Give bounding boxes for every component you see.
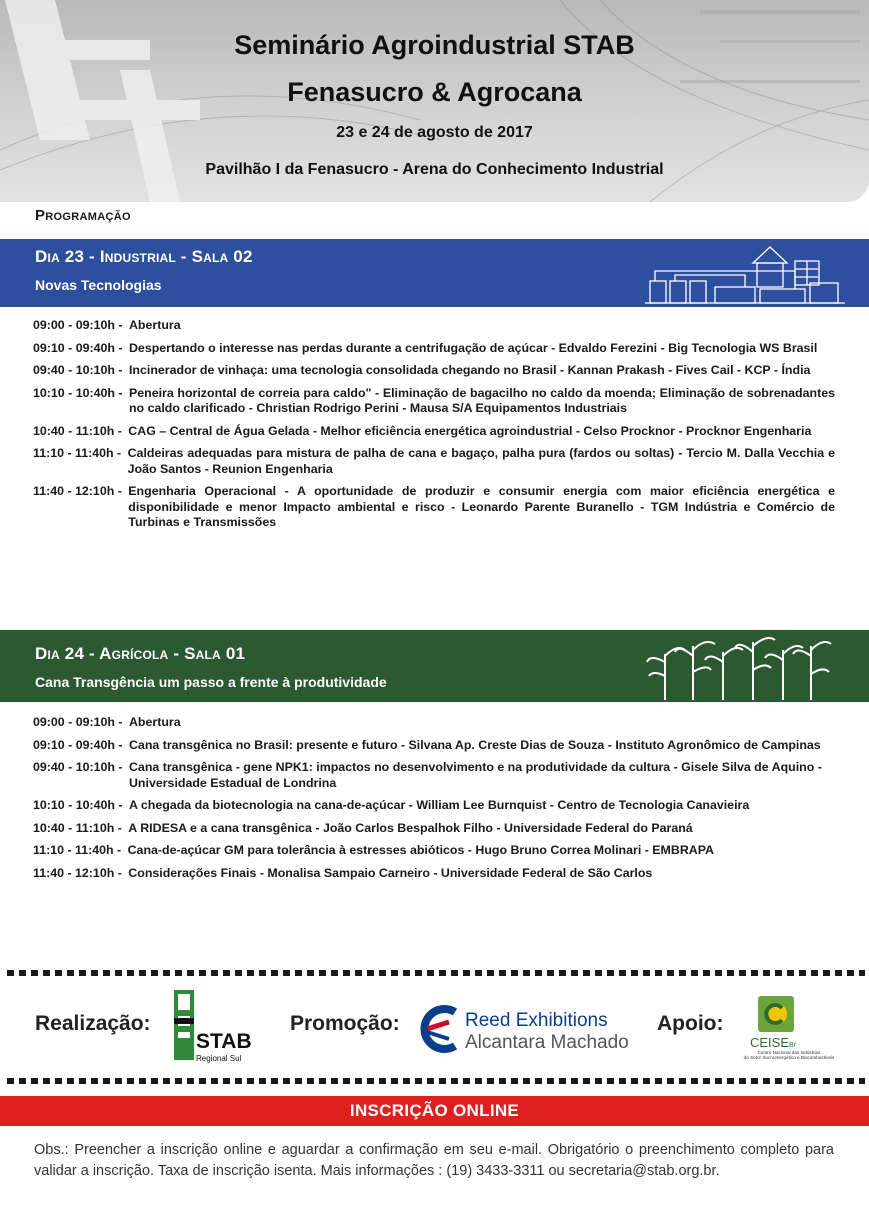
day2-title: Dia 24 - Agrícola - Sala 01 [35,644,246,663]
header-banner [0,0,869,202]
ceise-logo-text: CEISEBr [750,1035,797,1050]
list-item: 09:00 - 09:10h - Abertura [33,715,181,729]
industrial-plant-icon [645,243,845,305]
list-item: 09:10 - 09:40h - Cana transgênica no Brasil: presente e futuro - Silvana Ap. Creste Dias de Souza - Instituto Agronômico de Campinas [33,737,821,752]
stab-logo-text: STAB [196,1030,252,1053]
reed-logo-line1: Reed Exhibitions [465,1010,608,1031]
apoio-label: Apoio: [657,1012,724,1035]
list-item: 09:40 - 10:10h - Incinerador de vinhaça: uma tecnologia consolidada chegando no Brasil - Kannan Prakash - Fives Cail - KCP - Índia [33,363,811,377]
event-subtitle: Fenasucro & Agrocana [287,77,582,107]
list-item: 09:40 - 10:10h - Cana transgênica - gene NPK1: impactos no desenvolvimento e na produtividade da cultura - Gisele Silva de Aquino - Universidade Estadual de Londrina [33,760,822,790]
day2-band [0,630,869,702]
dashed-divider [7,1078,865,1084]
inscricao-online-banner[interactable]: INSCRIÇÃO ONLINE [0,1096,869,1126]
list-item: 09:00 - 09:10h - Abertura [33,318,181,332]
day2-subtitle: Cana Transgência um passo a frente à produtividade [35,674,387,690]
list-item: 11:10 - 11:40h - Cana-de-açúcar GM para tolerância à estresses abióticos - Hugo Bruno Correa Molinari - EMBRAPA [33,843,715,857]
realizacao-label: Realização: [35,1012,151,1035]
reed-logo-line2: Alcantara Machado [465,1032,629,1053]
day1-subtitle: Novas Tecnologias [35,277,162,293]
day2-schedule [33,715,835,888]
promocao-label: Promoção: [290,1012,400,1035]
ceise-logo-description: Centro Nacional das Indústrias do Setor Sucroenergético e Biocombustíveis [743,1050,835,1060]
day1-schedule [33,318,835,538]
list-item: 11:40 - 12:10h - Considerações Finais - Monalisa Sampaio Carneiro - Universidade Federal de São Carlos [33,865,653,880]
list-item: 10:40 - 11:10h - A RIDESA e a cana transgênica - João Carlos Bespalhok Filho - Universidade Federal do Paraná [33,820,693,835]
reed-exhibitions-logo [415,1000,645,1060]
observations-text: Obs.: Preencher a inscrição online e aguardar a confirmação em seu e-mail. Obrigatório o preenchimento completo para validar a inscrição. Taxa de inscrição isenta. Mais informações : (19) 3433-3311 ou secretaria@stab.org.br. [34,1142,834,1179]
dashed-divider [7,970,865,976]
list-item: 10:10 - 10:40h - A chegada da biotecnologia na cana-de-açúcar - William Lee Burnquist - Centro de Tecnologia Canavieira [33,798,750,812]
list-item: 11:10 - 11:40h - Caldeiras adequadas para mistura de palha de cana e bagaço, palha pura (fardos ou soltas) - Tercio M. Dalla Vecchia e João Santos - Reunion Engenharia [33,446,835,476]
day1-band [0,239,869,307]
event-title: Seminário Agroindustrial STAB [234,30,635,60]
programacao-heading: Programação [35,207,131,224]
event-date: 23 e 24 de agosto de 2017 [336,124,533,141]
ceise-logo [726,994,841,1066]
list-item: 10:10 - 10:40h - Peneira horizontal de correia para caldo" - Eliminação de bagacilho no caldo da moenda; Eliminação de sobrenadantes no caldo clarificado - Christian Rodrigo Perini - Mausa S/A Equipamentos Industriais [33,385,835,415]
stab-logo [172,988,272,1066]
event-venue: Pavilhão I da Fenasucro - Arena do Conhecimento Industrial [205,161,664,178]
stab-logo-subtext: Regional Sul [196,1054,242,1063]
list-item: 10:40 - 11:10h - CAG – Central de Água Gelada - Melhor eficiência energética agroindustrial - Celso Procknor - Procknor Engenharia [33,423,812,438]
list-item: 09:10 - 09:40h - Despertando o interesse nas perdas durante a centrifugação de açúcar - Edvaldo Ferezini - Big Tecnologia WS Brasil [33,340,818,355]
list-item: 11:40 - 12:10h - Engenharia Operacional - A oportunidade de produzir e consumir energia com maior eficiência energética e disponibilidade e menor Impacto ambiental e risco - Leonardo Parente Buranello - TGM Indústria e Comércio de Turbinas e Transmissões [33,484,835,529]
day1-title: Dia 23 - Industrial - Sala 02 [35,247,253,266]
sugarcane-icon [645,632,835,700]
